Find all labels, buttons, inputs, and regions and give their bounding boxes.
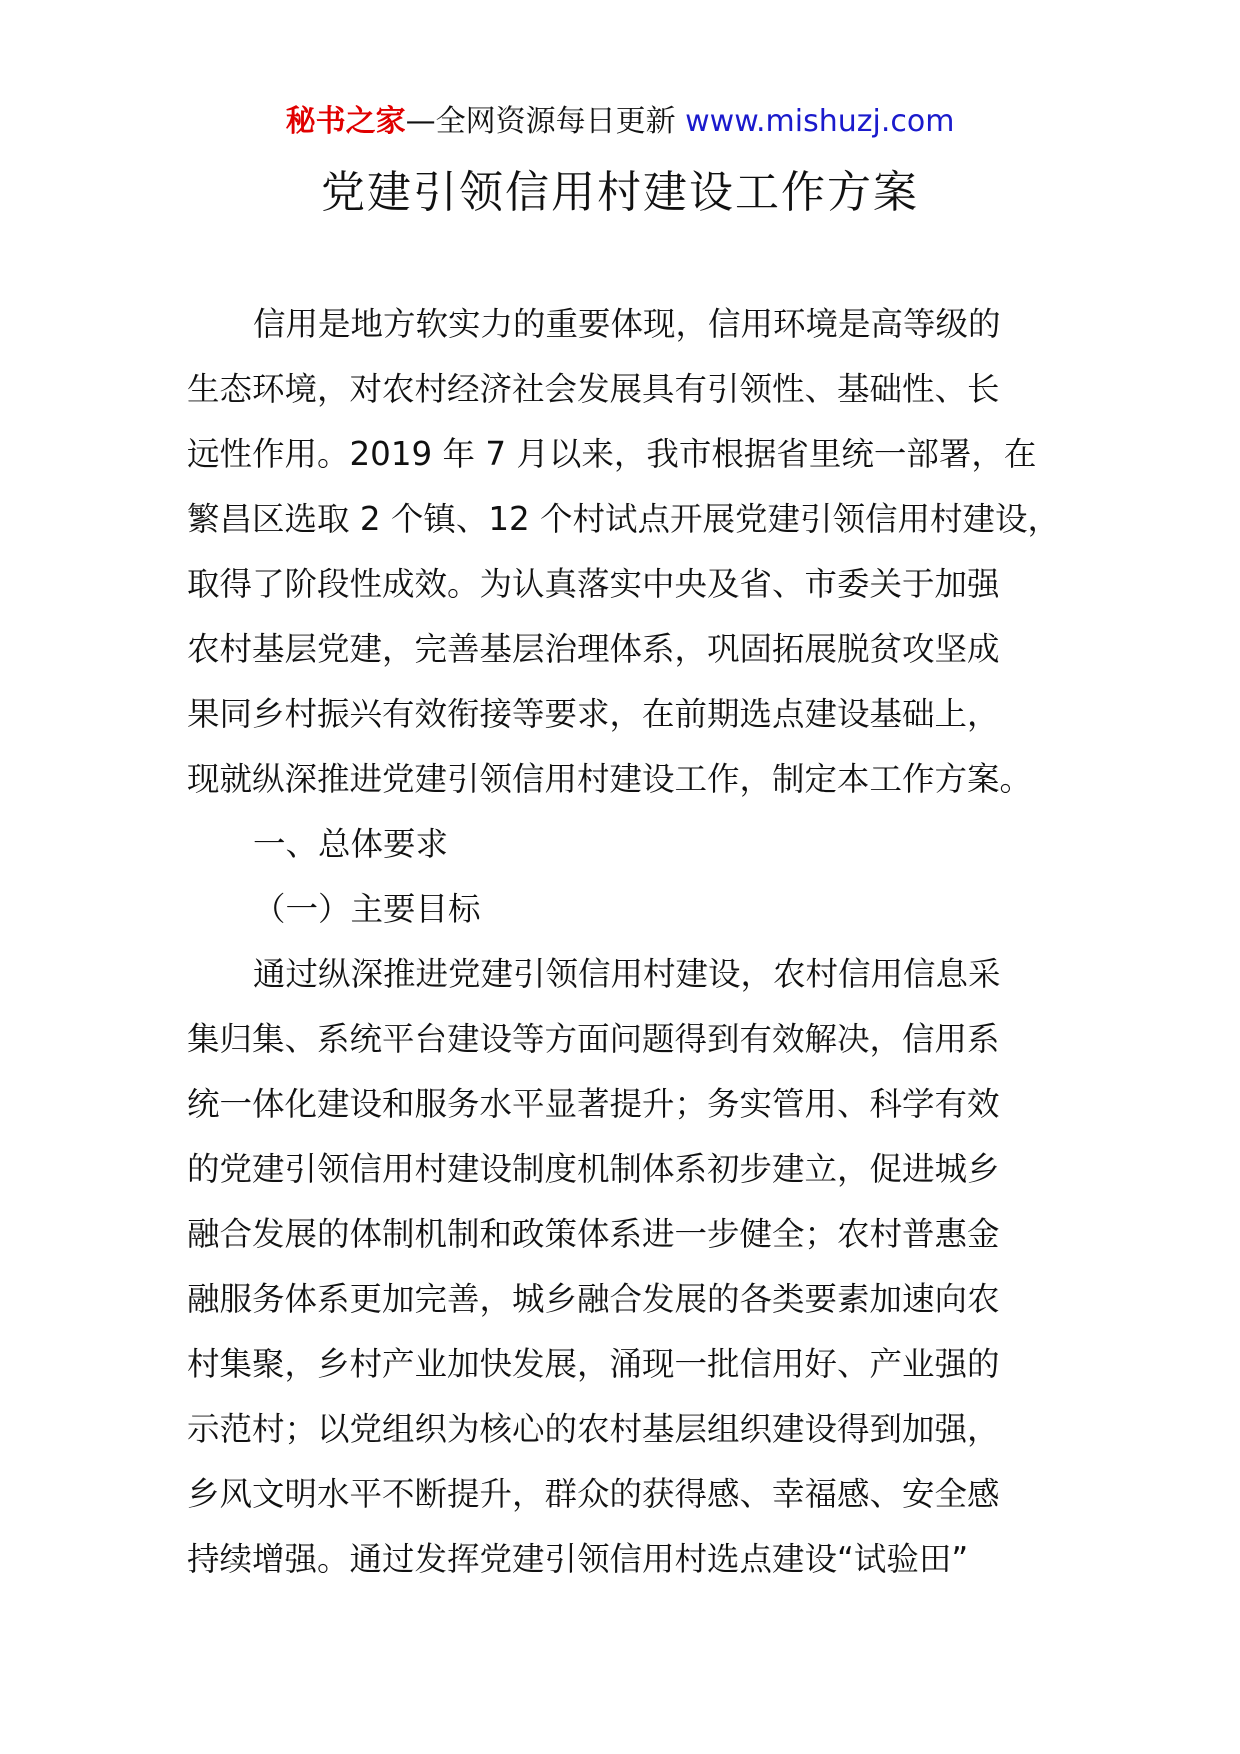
paragraph-line: 通过纵深推进党建引领信用村建设，农村信用信息采	[253, 955, 1001, 993]
paragraph-line: 融服务体系更加完善，城乡融合发展的各类要素加速向农	[187, 1280, 1000, 1318]
paragraph-line: 的党建引领信用村建设制度机制体系初步建立，促进城乡	[187, 1150, 1000, 1188]
paragraph-line: 集归集、系统平台建设等方面问题得到有效解决，信用系	[187, 1020, 1000, 1058]
paragraph-line: 信用是地方软实力的重要体现，信用环境是高等级的	[253, 305, 1001, 343]
paragraph-line: 取得了阶段性成效。为认真落实中央及省、市委关于加强	[187, 565, 1000, 603]
header-tagline: —全网资源每日更新	[405, 104, 676, 139]
section-heading: 一、总体要求	[253, 825, 449, 863]
paragraph-line: 现就纵深推进党建引领信用村建设工作，制定本工作方案。	[187, 760, 1033, 798]
paragraph-intro	[187, 292, 1067, 812]
paragraph-line: 示范村；以党组织为核心的农村基层组织建设得到加强，	[187, 1410, 1000, 1448]
header-brand: 秘书之家	[285, 104, 406, 139]
paragraph-line: 持续增强。通过发挥党建引领信用村选点建设“试验田”	[187, 1540, 969, 1578]
paragraph-line: 远性作用。2019 年 7 月以来，我市根据省里统一部署，在	[187, 435, 1037, 473]
header-site-link[interactable]: www.mishuzj.com	[685, 104, 955, 139]
paragraph-line: 果同乡村振兴有效衔接等要求，在前期选点建设基础上，	[187, 695, 1000, 733]
paragraph-line: 统一体化建设和服务水平显著提升；务实管用、科学有效	[187, 1085, 1000, 1123]
paragraph-line: 融合发展的体制机制和政策体系进一步健全；农村普惠金	[187, 1215, 1000, 1253]
paragraph-line: 村集聚，乡村产业加快发展，涌现一批信用好、产业强的	[187, 1345, 1000, 1383]
document-title: 党建引领信用村建设工作方案	[321, 167, 919, 218]
paragraph-line: 生态环境，对农村经济社会发展具有引领性、基础性、长	[187, 370, 1000, 408]
paragraph-line: 乡风文明水平不断提升，群众的获得感、幸福感、安全感	[187, 1475, 1000, 1513]
paragraph-line: 繁昌区选取 2 个镇、12 个村试点开展党建引领信用村建设，	[187, 500, 1061, 538]
document-body	[187, 292, 1067, 1592]
paragraph-goals	[187, 942, 1067, 1592]
section-subheading: （一）主要目标	[253, 890, 481, 928]
watermark-header	[0, 102, 1240, 142]
paragraph-line: 农村基层党建，完善基层治理体系，巩固拓展脱贫攻坚成	[187, 630, 1000, 668]
